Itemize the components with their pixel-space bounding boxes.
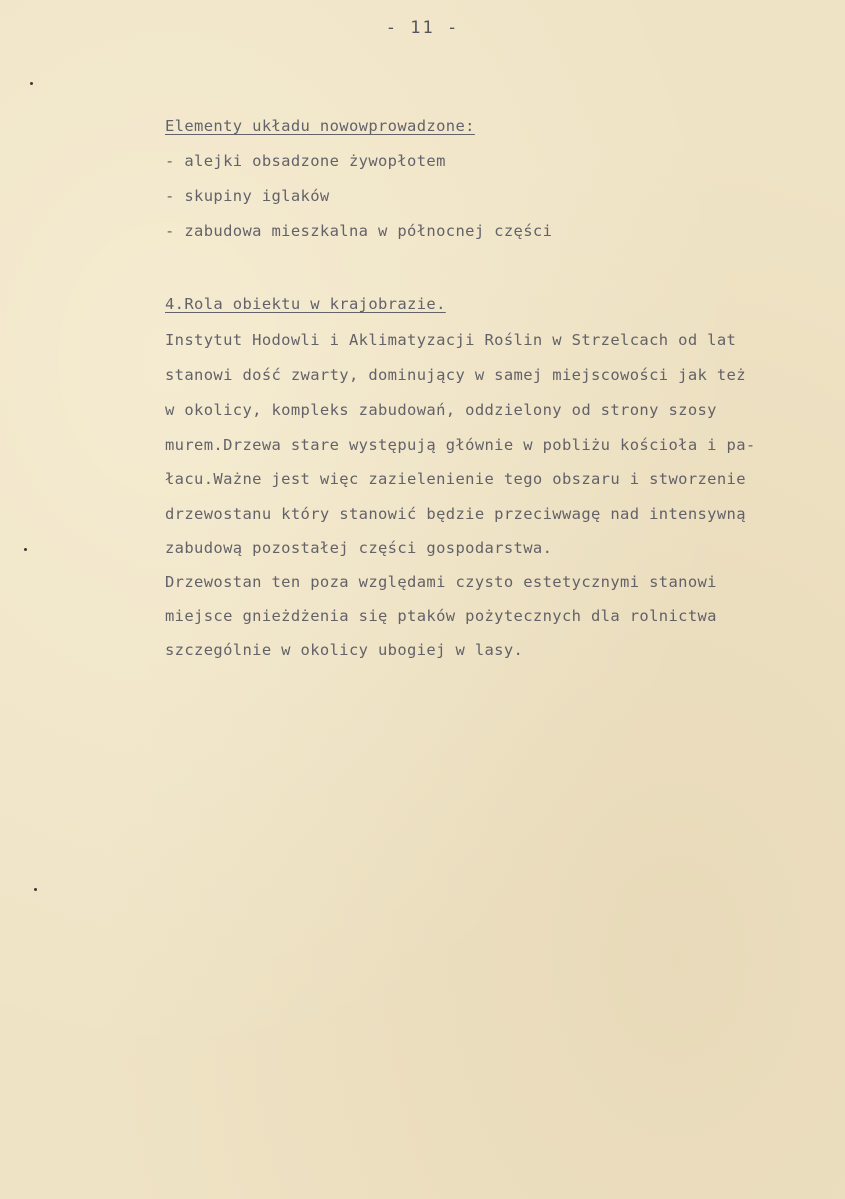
paper-speck <box>24 548 27 551</box>
paper-speck <box>30 82 33 85</box>
paragraph-line: zabudową pozostałej części gospodarstwa. <box>165 539 553 557</box>
section-4-heading: 4.Rola obiektu w krajobrazie. <box>165 295 446 313</box>
page-number: - 11 - <box>385 18 460 38</box>
paragraph-line: drzewostanu który stanowić będzie przeciwwagę nad intensywną <box>165 505 746 523</box>
paragraph-line: w okolicy, kompleks zabudowań, oddzielony od strony szosy <box>165 401 717 419</box>
paragraph-line: murem.Drzewa stare występują głównie w pobliżu kościoła i pa- <box>165 436 756 454</box>
paragraph-line: stanowi dość zwarty, dominujący w samej miejscowości jak też <box>165 366 746 384</box>
paragraph-line: Drzewostan ten poza względami czysto estetycznymi stanowi <box>165 573 717 591</box>
paragraph-line: szczególnie w okolicy ubogiej w lasy. <box>165 641 524 659</box>
paragraph-line: miejsce gnieżdżenia się ptaków pożytecznych dla rolnictwa <box>165 607 717 625</box>
list-item: - zabudowa mieszkalna w północnej części <box>165 222 553 240</box>
paragraph-line: łacu.Ważne jest więc zazielenienie tego obszaru i stworzenie <box>165 470 746 488</box>
list-item: - alejki obsadzone żywopłotem <box>165 152 446 170</box>
section-heading: Elementy układu nowowprowadzone: <box>165 117 475 135</box>
paragraph-line: Instytut Hodowli i Aklimatyzacji Roślin w Strzelcach od lat <box>165 331 737 349</box>
list-item: - skupiny iglaków <box>165 187 330 205</box>
paper-speck <box>34 888 37 891</box>
